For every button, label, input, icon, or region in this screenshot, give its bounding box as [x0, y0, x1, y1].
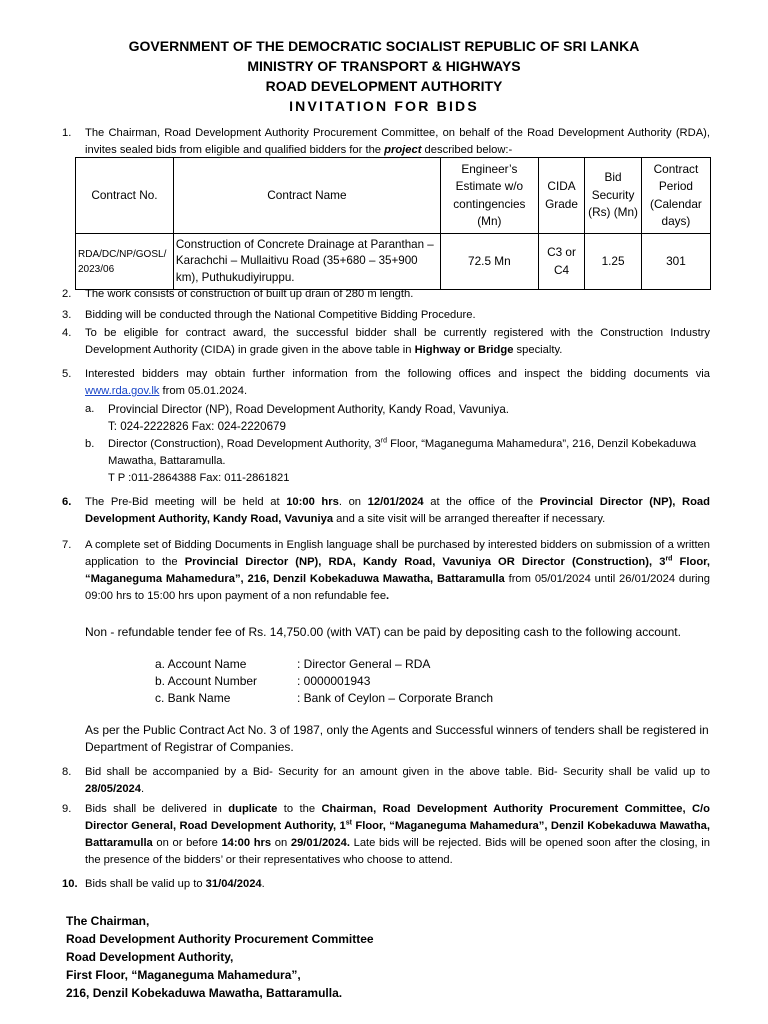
account-label: a. Account Name: [155, 657, 247, 671]
header-bid-security: Bid Security (Rs) (Mn): [585, 158, 642, 234]
account-label: c. Bank Name: [155, 691, 231, 705]
clause-emphasis: Floor, “Maganeguma Mahamedura”, 216, Denzil Kobekaduwa Mawatha, Battaramulla: [85, 556, 710, 585]
signature-block: [66, 912, 374, 1002]
clause-emphasis: 12/01/2024: [367, 496, 424, 508]
clause-text: .: [261, 878, 265, 890]
clause-text: To be eligible for contract award, the successful bidder shall be currently registered with the Construction Industry Development Authority (CIDA) in grade given in the above table in: [85, 327, 710, 356]
clause-text: described below:-: [421, 144, 513, 156]
notice-header: [0, 36, 768, 116]
clause-1: [62, 125, 710, 159]
table-row: [76, 234, 711, 290]
header-contract-period: Contract Period (Calendar days): [641, 158, 710, 234]
clause-emphasis: Floor, “Maganeguma Mahamedura”, Denzil Kobekaduwa Mawatha, Battaramulla: [85, 820, 711, 849]
clause-text: from 05/01/2024 until 26/01/2024 during 09:00 hrs to 15:00 hrs upon payment of a non refundable fee: [85, 573, 710, 602]
clause-text: The Pre-Bid meeting will be held at: [85, 496, 287, 508]
clause-number: 1.: [62, 127, 72, 139]
clause-emphasis: duplicate: [228, 803, 278, 815]
clause-4: [62, 325, 710, 359]
clause-emphasis: Chairman, Road Development Authority Procurement Committee, C/o Director General, Road Development Authority, 1: [85, 803, 710, 832]
clause-text: The work consists of construction of built up drain of 280 m length.: [85, 288, 414, 300]
bank-name-row: [155, 690, 493, 707]
header-estimate: Engineer’s Estimate w/o contingencies (Mn): [440, 158, 538, 234]
clause-text: specialty.: [513, 344, 563, 356]
clause-number: 8.: [62, 766, 72, 778]
cell-bid-security: 1.25: [585, 234, 642, 290]
ordinal-suffix: rd: [665, 555, 673, 563]
signature-line: The Chairman,: [66, 914, 150, 928]
clause-number: 5.: [62, 368, 72, 380]
office-a-label: a.: [85, 403, 95, 415]
clause-text: Bids shall be delivered in: [85, 803, 229, 815]
clause-number: 2.: [62, 288, 72, 300]
clause-7: [62, 537, 710, 605]
clause-emphasis: 31/04/2024: [205, 878, 262, 890]
signature-line: Road Development Authority Procurement Committee: [66, 932, 374, 946]
clause-text: and a site visit will be arranged thereafter if necessary.: [333, 513, 606, 525]
cell-estimate: 72.5 Mn: [440, 234, 538, 290]
clause-emphasis: Highway or Bridge: [414, 344, 514, 356]
authority-title: ROAD DEVELOPMENT AUTHORITY: [265, 78, 503, 94]
account-label: b. Account Number: [155, 674, 258, 688]
clause-number: 7.: [62, 539, 72, 551]
contract-table: [75, 157, 711, 290]
clause-text: Late bids will be rejected. Bids will be opened soon after the closing, in the presence of the bidders’ or their representatives who choose to attend.: [85, 837, 710, 866]
clause-emphasis: 28/05/2024: [85, 783, 141, 795]
ministry-title: MINISTRY OF TRANSPORT & HIGHWAYS: [247, 58, 521, 74]
clause-emphasis: 10:00 hrs: [286, 496, 339, 508]
clause-3: [62, 307, 710, 324]
office-b-label: b.: [85, 438, 95, 450]
cell-contract-period: 301: [641, 234, 710, 290]
account-number-row: [155, 673, 370, 690]
tender-fee-text: Non - refundable tender fee of Rs. 14,750.00 (with VAT) can be paid by depositing cash to the following account.: [85, 625, 681, 639]
signature-line: Road Development Authority,: [66, 950, 234, 964]
office-b: [108, 436, 708, 487]
clause-text: .: [141, 783, 145, 795]
clause-text: on or before: [152, 837, 222, 849]
office-a-phone: T: 024-2222826 Fax: 024-2220679: [108, 420, 286, 433]
signature-line: 216, Denzil Kobekaduwa Mawatha, Battaramulla.: [66, 986, 343, 1000]
clause-text: A complete set of Bidding Documents in English language shall be purchased by interested bidders on submission of a written application to the: [85, 539, 710, 568]
clause-text: to the: [277, 803, 322, 815]
clause-text: Bidding will be conducted through the National Competitive Bidding Procedure.: [85, 309, 476, 321]
account-value: : Bank of Ceylon – Corporate Branch: [297, 691, 494, 705]
clause-number: 10.: [62, 878, 78, 890]
office-b-phone: T P :011-2864388 Fax: 011-2861821: [108, 472, 290, 484]
rda-website-link[interactable]: www.rda.gov.lk: [85, 385, 160, 397]
cell-contract-name: Construction of Concrete Drainage at Paranthan – Karachchi – Mullaitivu Road (35+680 – 35+900 km), Puthukudiyiruppu.: [173, 234, 440, 290]
clause-2: [62, 286, 710, 303]
invitation-title: INVITATION FOR BIDS: [289, 98, 479, 114]
clause-emphasis: Provincial Director (NP), RDA, Kandy Road, Vavuniya OR Director (Construction), 3: [184, 556, 666, 568]
cell-contract-no: RDA/DC/NP/GOSL/2023/06: [76, 234, 174, 290]
clause-emphasis: 29/01/2024.: [290, 837, 350, 849]
clause-5: [62, 366, 710, 400]
clause-text: Interested bidders may obtain further information from the following offices and inspect the bidding documents via: [85, 368, 710, 380]
clause-number: 6.: [62, 496, 72, 508]
clause-emphasis: project: [384, 144, 422, 156]
government-title: GOVERNMENT OF THE DEMOCRATIC SOCIALIST REPUBLIC OF SRI LANKA: [128, 38, 640, 54]
ordinal-suffix: rd: [380, 437, 387, 445]
office-a-address: Provincial Director (NP), Road Development Authority, Kandy Road, Vavuniya.: [108, 403, 510, 416]
clause-9: [62, 801, 710, 869]
account-name-row: [155, 656, 430, 673]
header-contract-no: Contract No.: [76, 158, 174, 234]
signature-line: First Floor, “Maganeguma Mahamedura”,: [66, 968, 301, 982]
clause-emphasis: .: [386, 590, 390, 602]
clause-text: The Chairman, Road Development Authority Procurement Committee, on behalf of the Road Development Authority (RDA), invites sealed bids from eligible and qualified bidders for the: [85, 127, 710, 156]
account-value: : 0000001943: [297, 674, 371, 688]
clause-text: on: [271, 837, 291, 849]
clause-8: [62, 764, 710, 798]
cell-cida-grade: C3 or C4: [538, 234, 584, 290]
clause-6: [62, 494, 710, 528]
clause-text: from 05.01.2024.: [159, 385, 248, 397]
office-b-address: Director (Construction), Road Development Authority, 3: [108, 438, 381, 450]
clause-text: Bid shall be accompanied by a Bid- Security for an amount given in the above table. Bid- Security shall be valid up to: [85, 766, 710, 778]
office-a: [108, 401, 708, 435]
header-cida-grade: CIDA Grade: [538, 158, 584, 234]
clause-text: . on: [338, 496, 368, 508]
table-header-row: [76, 158, 711, 234]
account-value: : Director General – RDA: [297, 657, 431, 671]
clause-number: 3.: [62, 309, 72, 321]
clause-number: 4.: [62, 327, 72, 339]
contract-act-text: As per the Public Contract Act No. 3 of 1987, only the Agents and Successful winners of tenders shall be registered in Department of Registrar of Companies.: [85, 723, 709, 754]
clause-text: Bids shall be valid up to: [85, 878, 206, 890]
office-b-address: Floor, “Maganeguma Mahamedura”, 216, Denzil Kobekaduwa Mawatha, Battaramulla.: [108, 438, 697, 467]
clause-number: 9.: [62, 803, 72, 815]
header-contract-name: Contract Name: [173, 158, 440, 234]
clause-emphasis: Provincial Director (NP), Road Development Authority, Kandy Road, Vavuniya: [85, 496, 710, 525]
ordinal-suffix: st: [345, 819, 352, 827]
clause-text: at the office of the: [423, 496, 540, 508]
clause-10: [62, 876, 710, 893]
clause-emphasis: 14:00 hrs: [221, 837, 272, 849]
